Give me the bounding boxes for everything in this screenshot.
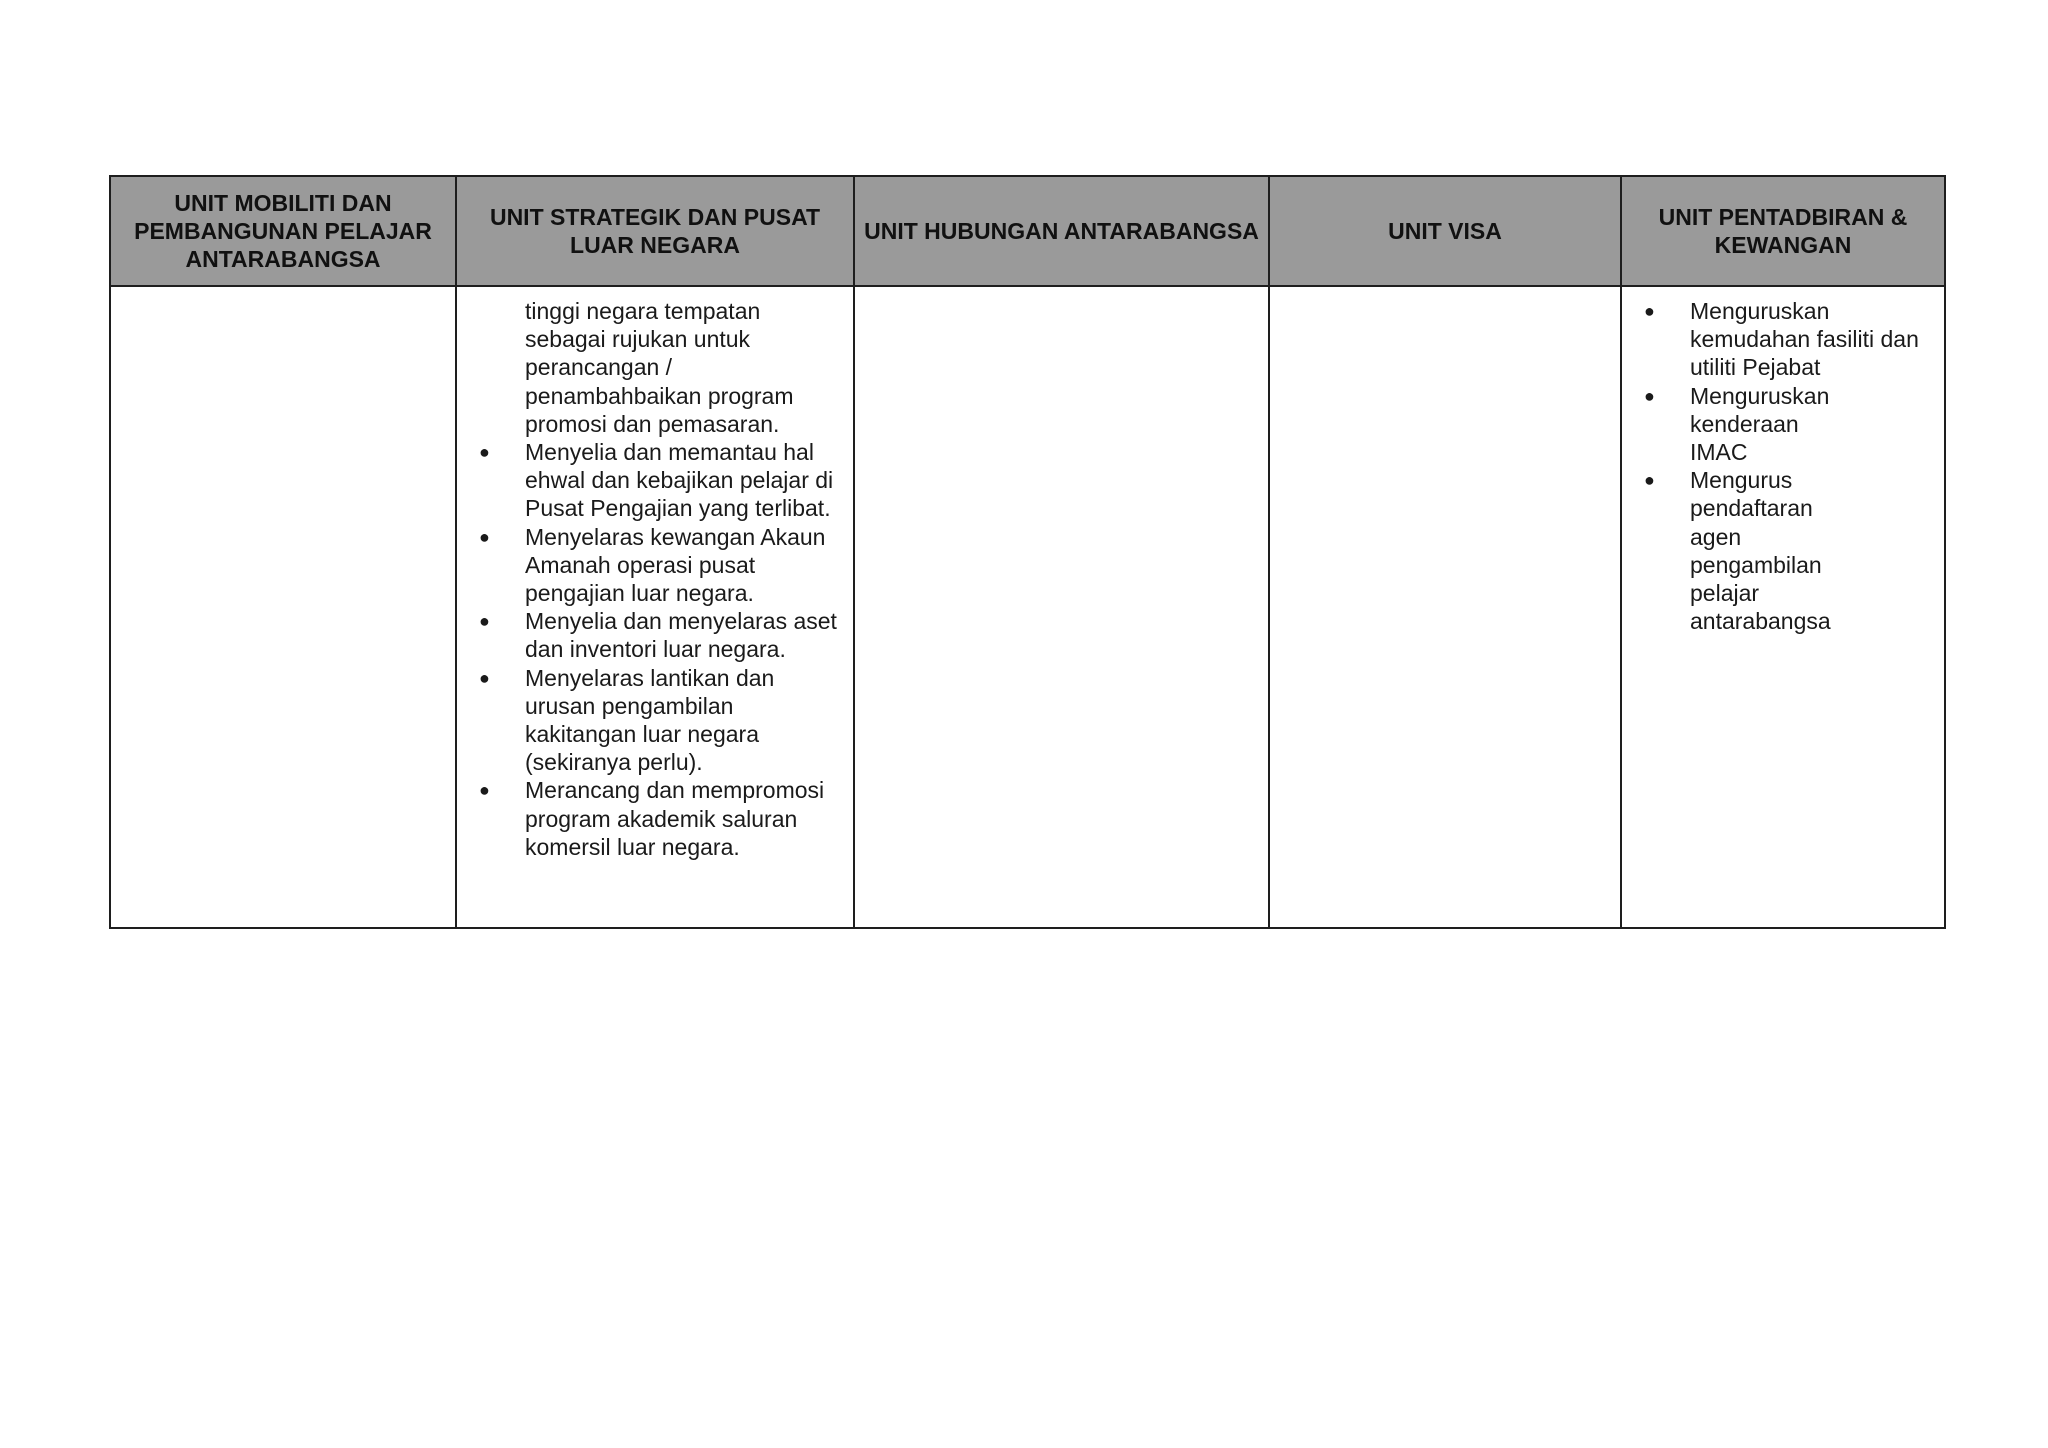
duty-text: Menyelia dan memantau hal ehwal dan kebajikan pelajar di Pusat Pengajian yang terlibat. [525, 439, 834, 522]
header-unit-pentadbiran: UNIT PENTADBIRAN & KEWANGAN [1621, 176, 1945, 286]
bullet-icon: ● [1644, 301, 1655, 321]
bullet-icon: ● [479, 667, 490, 688]
cell-unit-pentadbiran [1621, 286, 1945, 928]
list-item [1622, 382, 1934, 467]
bullet-icon: ● [479, 526, 490, 547]
cell-unit-visa [1269, 286, 1621, 928]
duty-text: Menyelaras kewangan Akaun Amanah operasi pusat pengajian luar negara. [525, 523, 826, 607]
bullet-icon: ● [479, 442, 490, 463]
list-item [1622, 466, 1934, 635]
list-item [457, 523, 843, 608]
duty-text: Mengurus pendaftaran agen pengambilan pelajar antarabangsa [1690, 467, 1831, 635]
bullet-icon: ● [479, 611, 490, 632]
duty-text: Menyelaras lantikan dan urusan pengambilan kakitangan luar negara (sekiranya perlu). [525, 664, 775, 776]
header-unit-hubungan: UNIT HUBUNGAN ANTARABANGSA [854, 176, 1269, 286]
list-item [457, 664, 843, 777]
pentadbiran-duty-list [1622, 287, 1944, 635]
list-item [1622, 297, 1934, 382]
header-unit-visa: UNIT VISA [1269, 176, 1621, 286]
list-item [457, 776, 843, 861]
header-unit-strategik: UNIT STRATEGIK DAN PUSAT LUAR NEGARA [456, 176, 854, 286]
bullet-icon: ● [1644, 385, 1655, 406]
duty-text: Menguruskan kemudahan fasiliti dan utiliti Pejabat [1690, 298, 1919, 381]
header-unit-mobiliti: UNIT MOBILITI DAN PEMBANGUNAN PELAJAR ANTARABANGSA [110, 176, 456, 286]
header-row [110, 176, 1945, 286]
strategik-duty-list [457, 287, 853, 861]
content-row [110, 286, 1945, 928]
duty-text: Menguruskan kenderaan IMAC [1690, 382, 1830, 466]
cell-unit-hubungan [854, 286, 1269, 928]
bullet-icon: ● [1644, 470, 1655, 491]
list-item-continuation [457, 297, 843, 438]
units-table [109, 175, 1946, 929]
duty-text: Menyelia dan menyelaras aset dan inventori luar negara. [525, 608, 837, 663]
list-item [457, 607, 843, 663]
cell-unit-mobiliti [110, 286, 456, 928]
duty-text: Merancang dan mempromosi program akademik saluran komersil luar negara. [525, 777, 825, 860]
bullet-icon: ● [479, 780, 490, 801]
list-item [457, 438, 843, 523]
duty-text: tinggi negara tempatan sebagai rujukan untuk perancangan / penambahbaikan program promosi dan pemasaran. [525, 298, 794, 437]
cell-unit-strategik [456, 286, 854, 928]
